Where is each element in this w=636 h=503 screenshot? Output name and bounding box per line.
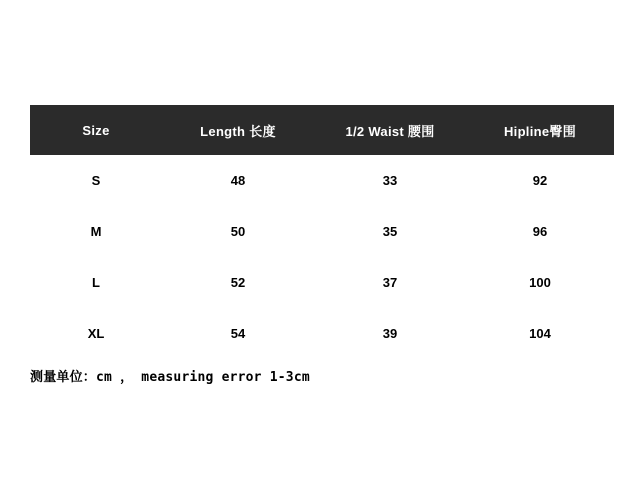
table-row [30,308,614,359]
cell-length: 52 [162,257,314,308]
table-row [30,206,614,257]
cell-waist: 35 [314,206,466,257]
column-header-size: Size [82,122,110,138]
column-header-length: Length 长度 [200,123,276,139]
cell-length: 48 [162,155,314,206]
cell-hipline: 96 [466,206,614,257]
cell-length: 50 [162,206,314,257]
table-header-row [30,105,614,155]
cell-hipline: 104 [466,308,614,359]
cell-waist: 39 [314,308,466,359]
cell-size: XL [30,308,162,359]
table-body [30,155,614,359]
table-row [30,155,614,206]
table-row [30,257,614,308]
cell-waist: 33 [314,155,466,206]
cell-size: M [30,206,162,257]
cell-waist: 37 [314,257,466,308]
column-header-waist: 1/2 Waist 腰围 [345,123,435,139]
cell-size: S [30,155,162,206]
cell-length: 54 [162,308,314,359]
column-header-hipline: Hipline臀围 [503,123,577,139]
cell-size: L [30,257,162,308]
cell-hipline: 100 [466,257,614,308]
size-chart-table [30,105,614,359]
cell-hipline: 92 [466,155,614,206]
measurement-note: 测量单位：cm ， measuring error 1-3cm [30,370,310,385]
table-header [30,105,614,155]
